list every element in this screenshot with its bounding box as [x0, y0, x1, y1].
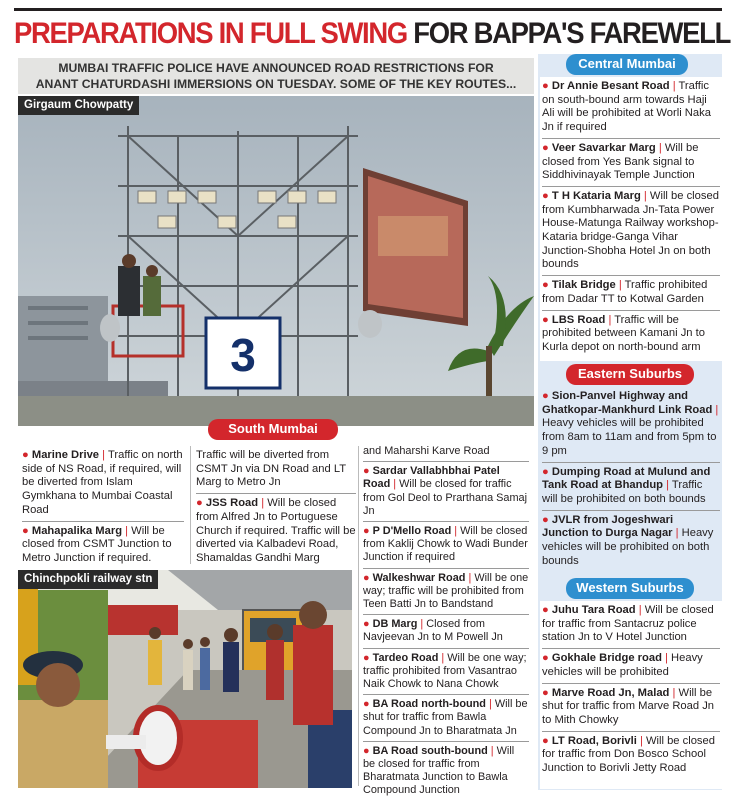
south-column-2: [196, 446, 356, 569]
south-item-pdmello-road: ● P D'Mello Road | Will be closed from Kaklij Chowk to Wadi Bunder Junction if required: [363, 522, 529, 569]
column-divider: [190, 446, 191, 564]
column-divider: [358, 446, 359, 786]
central-list: [540, 77, 722, 361]
south-item-tardeo-road: ● Tardeo Road | Will be one way; traffic prohibited from Vasantrao Naik Chowk to Nana Chowk: [363, 649, 529, 696]
south-item-continued: Traffic will be diverted from CSMT Jn via DN Road and LT Marg to Metro Jn: [196, 446, 356, 494]
central-mumbai-heading: Central Mumbai: [566, 54, 688, 75]
girgaum-illustration: [18, 96, 534, 426]
girgaum-photo: [18, 96, 534, 426]
south-item-jss-road: ● JSS Road | Will be closed from Alfred Jn to Portuguese Church if required. Traffic will be diverted via Kalbadevi Road, Shamaldas Gandhi Marg: [196, 497, 356, 564]
south-column-3: [363, 444, 529, 801]
headline: [14, 14, 731, 54]
eastern-item-dumping-road: ● Dumping Road at Mulund and Tank Road at Bhandup | Traffic will be prohibited on both bounds: [542, 463, 720, 511]
subheading-line-2: ANANT CHATURDASHI IMMERSIONS ON TUESDAY. SOME OF THE KEY ROUTES...: [35, 77, 517, 91]
western-item-juhu-tara: ● Juhu Tara Road | Will be closed for traffic from Santacruz police station Jn to V Hotel Junction: [542, 601, 720, 649]
central-item-lbs-road: ● LBS Road | Traffic will be prohibited between Kamani Jn to Kurla depot on north-bound arm: [542, 313, 705, 353]
western-list: [540, 601, 722, 789]
central-item-annie-besant: ● Dr Annie Besant Road | Traffic on south-bound arm towards Haji Ali will be prohibited at Worli Naka Jn if required: [542, 77, 720, 139]
south-item-marine-drive: ● Marine Drive | Traffic on north side of NS Road, if required, will be diverted from Islam Gymkhana to Mumbai Coastal Road: [22, 446, 184, 522]
south-item-walkeshwar-road: ● Walkeshwar Road | Will be one way; traffic will be prohibited from Teen Batti Jn to Bandstand: [363, 569, 529, 616]
headline-black: FOR BAPPA'S FAREWELL: [413, 17, 731, 50]
western-suburbs-heading: Western Suburbs: [566, 578, 694, 599]
sign-number: 3: [230, 329, 256, 381]
central-item-tilak-bridge: ● Tilak Bridge | Traffic prohibited from Dadar TT to Kotwal Garden: [542, 276, 720, 310]
south-item-karve-road: and Maharshi Karve Road: [363, 444, 529, 462]
eastern-suburbs-heading: Eastern Suburbs: [566, 364, 694, 385]
central-item-veer-savarkar: ● Veer Savarkar Marg | Will be closed from Yes Bank signal to Siddhivinayak Temple Junction: [542, 139, 720, 187]
south-item-ba-road-north: ● BA Road north-bound | Will be shut for traffic from Bawla Compound Jn to Bharatmata Jn: [363, 695, 529, 742]
western-item-gokhale-bridge: ● Gokhale Bridge road | Heavy vehicles will be prohibited: [542, 649, 720, 683]
south-item-mahapalika-marg: ● Mahapalika Marg | Will be closed from CSMT Junction to Metro Junction if required.: [22, 524, 172, 564]
chinchpokli-label: Chinchpokli railway stn: [18, 570, 158, 589]
south-item-db-marg: ● DB Marg | Closed from Navjeevan Jn to M Powell Jn: [363, 615, 529, 648]
western-item-marve-road: ● Marve Road Jn, Malad | Will be shut for traffic from Marve Road Jn to Mith Chowky: [542, 684, 720, 732]
subheading: [18, 58, 534, 94]
top-rule: [14, 8, 722, 11]
subheading-line-1: MUMBAI TRAFFIC POLICE HAVE ANNOUNCED ROAD RESTRICTIONS FOR: [58, 61, 494, 75]
south-mumbai-heading: South Mumbai: [208, 419, 338, 440]
western-item-lt-road: ● LT Road, Borivli | Will be closed for traffic from Don Bosco School Junction to Borivli Jetty Road: [542, 734, 715, 775]
central-item-th-kataria: ● T H Kataria Marg | Will be closed from Kumbharwada Jn-Tata Power House-Matunga Railway workshop-Kataria bridge-Ganga Vihar Junction-Shobha Hotel Jn on both bounds: [542, 187, 720, 276]
chinchpokli-illustration: [18, 570, 352, 788]
south-item-svp-road: ● Sardar Vallabhbhai Patel Road | Will be closed for traffic from Gol Deol to Prarthana Samaj Jn: [363, 462, 529, 522]
south-column-1: [22, 446, 184, 569]
girgaum-label: Girgaum Chowpatty: [18, 96, 139, 115]
headline-red: PREPARATIONS IN FULL SWING: [14, 17, 407, 50]
chinchpokli-photo: [18, 570, 352, 788]
eastern-item-sion-panvel: ● Sion-Panvel Highway and Ghatkopar-Mankhurd Link Road | Heavy vehicles will be prohibited from 8am to 11am and from 5pm to 9 pm: [542, 387, 720, 463]
south-item-ba-road-south: ● BA Road south-bound | Will be closed for traffic from Bharatmata Junction to Bawla Compound Junction: [363, 744, 515, 797]
eastern-item-jvlr: ● JVLR from Jogeshwari Junction to Durga Nagar | Heavy vehicles will be prohibited on both bounds: [542, 513, 714, 567]
eastern-list: [540, 387, 722, 573]
